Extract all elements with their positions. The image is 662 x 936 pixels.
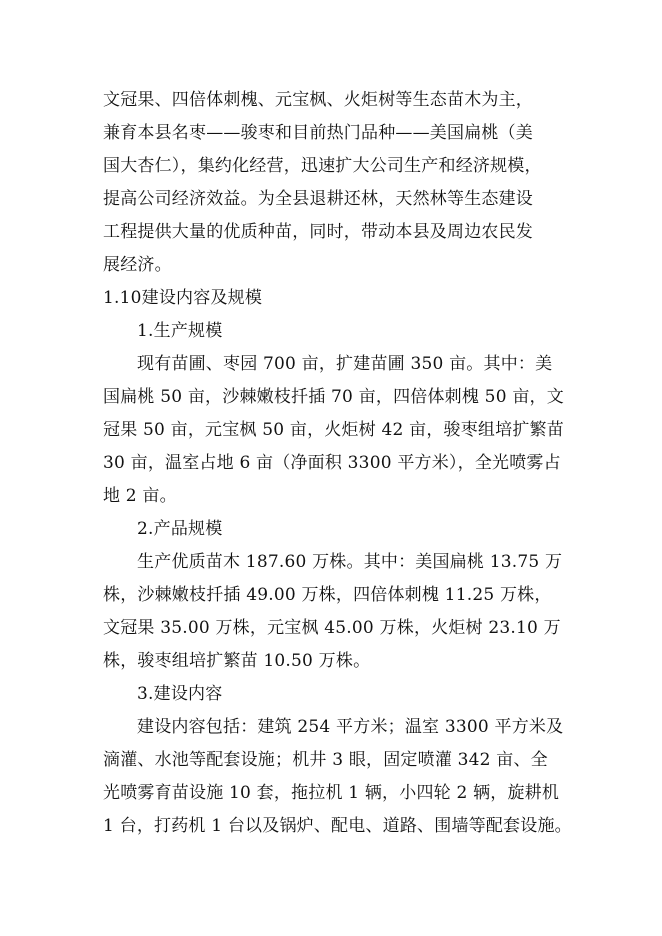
paragraph-line: 展经济。: [103, 255, 172, 275]
subsection-heading: 3.建设内容: [137, 684, 223, 704]
paragraph-line: 现有苗圃、枣园 700 亩，扩建苗圃 350 亩。其中：美: [137, 354, 553, 374]
paragraph-line: 国扁桃 50 亩，沙棘嫩枝扦插 70 亩，四倍体刺槐 50 亩，文: [103, 387, 564, 407]
paragraph-line: 兼育本县名枣——骏枣和目前热门品种——美国扁桃（美: [103, 123, 533, 143]
section-heading: 1.10建设内容及规模: [103, 288, 263, 308]
paragraph-line: 生产优质苗木 187.60 万株。其中：美国扁桃 13.75 万: [137, 552, 563, 572]
paragraph-line: 工程提供大量的优质种苗，同时，带动本县及周边农民发: [103, 222, 533, 242]
subsection-heading: 1.生产规模: [137, 321, 223, 341]
paragraph-line: 株，沙棘嫩枝扦插 49.00 万株，四倍体刺槐 11.25 万株，: [103, 585, 552, 605]
paragraph-line: 地 2 亩。: [103, 486, 177, 506]
paragraph-line: 国大杏仁），集约化经营，迅速扩大公司生产和经济规模，: [103, 156, 542, 176]
paragraph-line: 文冠果、四倍体刺槐、元宝枫、火炬树等生态苗木为主，: [103, 90, 533, 110]
paragraph-line: 冠果 50 亩，元宝枫 50 亩，火炬树 42 亩，骏枣组培扩繁苗: [103, 420, 564, 440]
paragraph-line: 滴灌、水池等配套设施；机井 3 眼，固定喷灌 342 亩、全: [103, 750, 548, 770]
paragraph-line: 建设内容包括：建筑 254 平方米；温室 3300 平方米及: [137, 717, 564, 737]
paragraph-line: 株，骏枣组培扩繁苗 10.50 万株。: [103, 651, 371, 671]
paragraph-line: 光喷雾育苗设施 10 套，拖拉机 1 辆，小四轮 2 辆，旋耕机: [103, 783, 560, 803]
paragraph-line: 1 台，打药机 1 台以及锅炉、配电、道路、围墙等配套设施。: [103, 816, 572, 836]
paragraph-line: 文冠果 35.00 万株，元宝枫 45.00 万株，火炬树 23.10 万: [103, 618, 561, 638]
paragraph-line: 提高公司经济效益。为全县退耕还林，天然林等生态建设: [103, 189, 533, 209]
subsection-heading: 2.产品规模: [137, 519, 223, 539]
paragraph-line: 30 亩，温室占地 6 亩（净面积 3300 平方米），全光喷雾占: [103, 453, 561, 473]
